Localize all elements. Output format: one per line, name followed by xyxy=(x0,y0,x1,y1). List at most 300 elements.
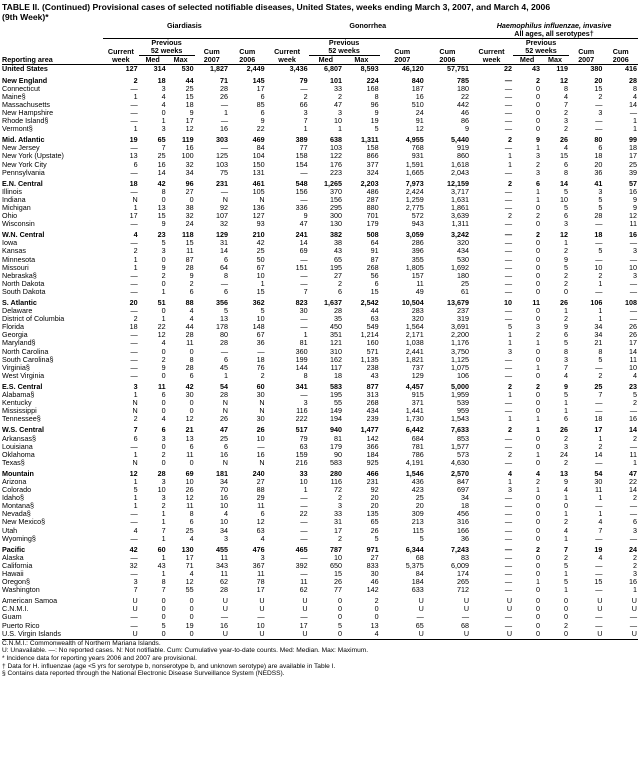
value-cell: 18 xyxy=(629,144,637,153)
table-row xyxy=(2,161,638,169)
value-cell: 3 xyxy=(133,382,138,391)
value-cell: 0 xyxy=(536,347,541,356)
header-cum: Cum xyxy=(394,47,411,56)
value-cell: 17 xyxy=(299,621,308,630)
value-cell: 2 xyxy=(563,125,568,134)
reporting-area-cell: Idaho§ xyxy=(2,494,24,503)
value-cell: 65 xyxy=(415,621,424,630)
value-cell: 14 xyxy=(299,239,308,248)
value-cell: 0 xyxy=(161,371,166,380)
value-cell: 195 xyxy=(330,391,343,400)
value-cell: 127 xyxy=(125,64,138,74)
value-cell: 26 xyxy=(629,331,637,340)
value-cell: 0 xyxy=(536,203,541,212)
value-cell: 4 xyxy=(189,570,194,578)
value-cell: 2 xyxy=(633,399,637,408)
value-cell: 4,191 xyxy=(405,458,424,467)
value-cell: 1 xyxy=(536,144,541,153)
value-cell: 6 xyxy=(224,442,228,451)
value-cell: 2 xyxy=(598,371,603,380)
value-cell: N xyxy=(259,458,265,467)
value-cell: 49 xyxy=(415,287,424,296)
value-cell: 11 xyxy=(186,450,194,459)
value-cell: — xyxy=(300,391,308,400)
value-cell: 18 xyxy=(594,152,603,161)
reporting-area-cell: New England xyxy=(2,76,48,85)
value-cell: — xyxy=(504,307,513,316)
value-cell: 240 xyxy=(252,469,265,478)
table-row xyxy=(2,196,638,204)
value-cell: 1,692 xyxy=(451,263,470,272)
value-cell: 701 xyxy=(366,212,379,221)
value-cell: 343 xyxy=(216,561,228,570)
value-cell: 18 xyxy=(334,371,343,380)
value-cell: 28 xyxy=(220,339,228,348)
reporting-area-cell: Hawaii xyxy=(2,570,24,578)
value-cell: 17 xyxy=(629,339,637,348)
value-cell: 71 xyxy=(185,561,194,570)
value-cell: 0 xyxy=(338,605,343,614)
value-cell: 34 xyxy=(220,526,228,535)
value-cell: 54 xyxy=(220,382,228,391)
value-cell: — xyxy=(130,570,138,578)
value-cell: 0 xyxy=(161,442,166,451)
value-cell: 5 xyxy=(374,534,379,543)
value-cell: 915 xyxy=(411,391,424,400)
value-cell: 1 xyxy=(563,307,568,316)
value-cell: 24 xyxy=(559,450,568,459)
value-cell: 1 xyxy=(303,125,308,134)
value-cell: — xyxy=(300,613,308,622)
value-cell: — xyxy=(595,621,603,630)
value-cell: 26 xyxy=(220,92,228,101)
value-cell: 42 xyxy=(256,239,265,248)
reporting-area-cell: Alabama§ xyxy=(2,391,35,400)
value-cell: 105 xyxy=(252,187,265,196)
value-cell: 0 xyxy=(189,399,194,408)
value-cell: 30 xyxy=(299,307,308,316)
value-cell: 156 xyxy=(295,187,308,196)
value-cell: — xyxy=(130,307,138,316)
value-cell: 22 xyxy=(256,125,265,134)
value-cell: 117 xyxy=(330,363,343,372)
value-cell: 42 xyxy=(185,382,194,391)
value-cell: 2 xyxy=(536,212,541,221)
value-cell: 0 xyxy=(536,629,541,638)
value-cell: 6 xyxy=(598,144,603,153)
value-cell: U xyxy=(463,605,470,614)
value-cell: 148 xyxy=(252,323,265,332)
value-cell: 1,591 xyxy=(405,160,424,169)
header-current: Current xyxy=(478,47,505,56)
value-cell: 320 xyxy=(411,315,424,324)
value-cell: 2 xyxy=(374,597,379,606)
value-cell: 62 xyxy=(299,586,308,595)
reporting-area-cell: Montana§ xyxy=(2,502,34,511)
value-cell: 3 xyxy=(633,247,637,256)
value-cell: 9 xyxy=(563,323,568,332)
reporting-area-cell: S. Atlantic xyxy=(2,299,37,307)
value-cell: 0 xyxy=(536,100,541,109)
value-cell: 442 xyxy=(457,100,470,109)
value-cell: — xyxy=(504,458,513,467)
reporting-area-cell: Iowa xyxy=(2,239,18,248)
table-row xyxy=(2,93,638,101)
value-cell: 26 xyxy=(370,526,379,535)
value-cell: — xyxy=(595,100,603,109)
value-cell: 5 xyxy=(598,247,603,256)
reporting-area-cell: Mississippi xyxy=(2,407,37,416)
value-cell: 20 xyxy=(129,299,138,307)
value-cell: 11 xyxy=(257,502,265,511)
value-cell: — xyxy=(629,279,637,288)
value-cell: 17 xyxy=(594,426,603,435)
value-cell: 10 xyxy=(594,263,603,272)
value-cell: 87 xyxy=(370,255,379,264)
table-row xyxy=(2,451,638,459)
value-cell: — xyxy=(130,621,138,630)
value-cell: — xyxy=(300,553,308,562)
value-cell: 0 xyxy=(563,605,568,614)
value-cell: 971 xyxy=(366,545,379,554)
region-row xyxy=(2,136,638,144)
value-cell: 1 xyxy=(508,477,513,486)
value-cell: 85 xyxy=(256,100,265,109)
value-cell: — xyxy=(130,108,138,117)
value-cell: 91 xyxy=(415,117,424,126)
value-cell: 3 xyxy=(633,526,637,535)
value-cell: 72 xyxy=(334,486,343,495)
value-cell: 0 xyxy=(189,613,194,622)
value-cell: 5,375 xyxy=(405,561,424,570)
value-cell: 18 xyxy=(185,100,194,109)
value-cell: 2 xyxy=(536,331,541,340)
header-2007: 2007 xyxy=(195,56,229,65)
reporting-area-cell: Rhode Island§ xyxy=(2,117,49,126)
value-cell: 1,631 xyxy=(451,195,470,204)
value-cell: 9 xyxy=(189,108,194,117)
value-cell: 24 xyxy=(185,220,194,229)
value-cell: 44 xyxy=(370,307,379,316)
value-cell: 860 xyxy=(457,152,470,161)
value-cell: 1 xyxy=(338,125,343,134)
value-cell: — xyxy=(130,442,138,451)
value-cell: 216 xyxy=(295,458,308,467)
reporting-area-cell: New Mexico§ xyxy=(2,518,46,527)
value-cell: 0 xyxy=(536,442,541,451)
value-cell: 366 xyxy=(366,442,379,451)
value-cell: 3 xyxy=(508,347,513,356)
value-cell: 1,577 xyxy=(451,442,470,451)
value-cell: 88 xyxy=(185,299,194,307)
table-row xyxy=(2,364,638,372)
value-cell: 1 xyxy=(536,578,541,587)
value-cell: 0 xyxy=(189,458,194,467)
value-cell: — xyxy=(504,534,513,543)
value-cell: — xyxy=(257,347,265,356)
table-row xyxy=(2,510,638,518)
value-cell: 10 xyxy=(256,621,265,630)
value-cell: 25 xyxy=(185,84,194,93)
value-cell: U xyxy=(597,597,603,606)
value-cell: — xyxy=(300,84,308,93)
value-cell: 210 xyxy=(252,231,265,240)
value-cell: 96 xyxy=(370,100,379,109)
reporting-area-cell: C.N.M.I. xyxy=(2,605,29,614)
value-cell: 81 xyxy=(334,434,343,443)
value-cell: 2 xyxy=(338,279,343,288)
value-cell: 5 xyxy=(419,534,424,543)
table-row xyxy=(2,478,638,486)
value-cell: 26 xyxy=(256,426,265,435)
value-cell: 9 xyxy=(536,136,541,145)
value-cell: 6 xyxy=(536,179,541,188)
value-cell: 0 xyxy=(536,355,541,364)
value-cell: 174 xyxy=(457,570,470,578)
value-cell: 70 xyxy=(220,486,228,495)
value-cell: 9 xyxy=(161,263,166,272)
value-cell: 19 xyxy=(370,117,379,126)
header-52weeks: 52 weeks xyxy=(513,47,569,56)
value-cell: 1 xyxy=(133,125,138,134)
value-cell: 83 xyxy=(461,553,470,562)
value-cell: 5 xyxy=(633,391,637,400)
value-cell: 1,441 xyxy=(405,407,424,416)
value-cell: 367 xyxy=(252,561,265,570)
value-cell: 0 xyxy=(536,92,541,101)
value-cell: — xyxy=(595,255,603,264)
table-body xyxy=(2,65,638,638)
value-cell: 7,633 xyxy=(451,426,470,435)
reporting-area-cell: New Hampshire xyxy=(2,108,54,117)
value-cell: U xyxy=(506,605,513,614)
value-cell: 10 xyxy=(504,299,513,307)
value-cell: — xyxy=(416,613,424,622)
header-giardiasis: Giardiasis xyxy=(166,22,202,30)
value-cell: — xyxy=(130,510,138,519)
value-cell: 57,751 xyxy=(447,64,470,74)
value-cell: 36 xyxy=(256,339,265,348)
value-cell: — xyxy=(300,534,308,543)
value-cell: — xyxy=(130,220,138,229)
value-cell: 1 xyxy=(633,586,637,595)
header-med: Med xyxy=(309,56,343,65)
value-cell: 178 xyxy=(216,323,228,332)
value-cell: 11 xyxy=(416,279,424,288)
reporting-area-cell: Florida xyxy=(2,323,24,332)
value-cell: 3 xyxy=(161,477,166,486)
reporting-area-cell: Pennsylvania xyxy=(2,168,45,177)
value-cell: N xyxy=(259,407,265,416)
value-cell: 11 xyxy=(594,486,603,495)
value-cell: 0 xyxy=(536,518,541,527)
value-cell: 3 xyxy=(338,502,343,511)
value-cell: U xyxy=(463,597,470,606)
value-cell: 9 xyxy=(633,203,637,212)
value-cell: 1 xyxy=(563,586,568,595)
value-cell: 0 xyxy=(338,629,343,638)
value-cell: 2 xyxy=(563,518,568,527)
value-cell: 121 xyxy=(330,339,343,348)
value-cell: 931 xyxy=(411,152,424,161)
value-cell: 0 xyxy=(536,621,541,630)
reporting-area-cell: Illinois xyxy=(2,187,22,196)
value-cell: 92 xyxy=(220,203,228,212)
value-cell: 840 xyxy=(411,76,424,85)
value-cell: — xyxy=(220,117,228,126)
table-row xyxy=(2,212,638,220)
value-cell: 1 xyxy=(508,415,513,424)
value-cell: — xyxy=(629,442,637,451)
value-cell: 0 xyxy=(161,307,166,316)
value-cell: 3,059 xyxy=(405,231,424,240)
value-cell: 160 xyxy=(366,339,379,348)
value-cell: — xyxy=(595,458,603,467)
value-cell: — xyxy=(629,239,637,248)
value-cell: 6,009 xyxy=(451,561,470,570)
footnote: C.N.M.I.: Commonwealth of Northern Mariana Islands. xyxy=(2,639,161,647)
value-cell: 184 xyxy=(366,450,379,459)
value-cell: — xyxy=(504,613,513,622)
value-cell: 2 xyxy=(133,315,138,324)
value-cell: 5 xyxy=(224,307,228,316)
value-cell: — xyxy=(300,570,308,578)
reporting-area-cell: U.S. Virgin Islands xyxy=(2,629,61,638)
value-cell: — xyxy=(504,220,513,229)
table-row xyxy=(2,415,638,423)
value-cell: — xyxy=(595,363,603,372)
value-cell: 1 xyxy=(563,494,568,503)
value-cell: 0 xyxy=(536,570,541,578)
value-cell: U xyxy=(259,629,265,638)
value-cell: 4 xyxy=(508,469,513,478)
value-cell: 108 xyxy=(625,299,637,307)
value-cell: 436 xyxy=(411,477,424,486)
value-cell: 237 xyxy=(457,307,470,316)
value-cell: U xyxy=(222,605,228,614)
value-cell: 1 xyxy=(536,486,541,495)
value-cell: 241 xyxy=(295,231,308,240)
value-cell: 0 xyxy=(536,494,541,503)
value-cell: 1 xyxy=(536,363,541,372)
value-cell: — xyxy=(504,363,513,372)
value-cell: 360 xyxy=(295,347,308,356)
value-cell: 158 xyxy=(295,152,308,161)
value-cell: N xyxy=(132,407,138,416)
value-cell: 2 xyxy=(563,247,568,256)
value-cell: 4 xyxy=(563,92,568,101)
value-cell: 0 xyxy=(338,597,343,606)
reporting-area-cell: Oklahoma xyxy=(2,450,35,459)
value-cell: 3 xyxy=(161,247,166,256)
value-cell: 8 xyxy=(161,578,166,587)
value-cell: 25 xyxy=(594,382,603,391)
value-cell: 43 xyxy=(334,247,343,256)
value-cell: 176 xyxy=(330,160,343,169)
value-cell: 1,125 xyxy=(451,355,470,364)
value-cell: 22 xyxy=(461,92,470,101)
value-cell: 0 xyxy=(536,220,541,229)
value-cell: 20 xyxy=(370,502,379,511)
value-cell: 377 xyxy=(366,160,379,169)
value-cell: 12 xyxy=(185,125,194,134)
value-cell: 18 xyxy=(594,231,603,240)
value-cell: 0 xyxy=(536,399,541,408)
value-cell: — xyxy=(504,371,513,380)
value-cell: 572 xyxy=(411,212,424,221)
value-cell: 1 xyxy=(536,450,541,459)
value-cell: 23 xyxy=(157,231,166,240)
value-cell: 80 xyxy=(220,331,228,340)
value-cell: — xyxy=(130,168,138,177)
value-cell: 7 xyxy=(303,287,308,296)
value-cell: 35 xyxy=(334,315,343,324)
value-cell: 4 xyxy=(189,534,194,543)
value-cell: 16 xyxy=(415,92,424,101)
value-cell: 88 xyxy=(256,486,265,495)
value-cell: 13 xyxy=(129,152,138,161)
value-cell: 12 xyxy=(185,494,194,503)
value-cell: 17 xyxy=(185,117,194,126)
value-cell: 10 xyxy=(256,434,265,443)
value-cell: 103 xyxy=(216,160,228,169)
value-cell: 341 xyxy=(295,382,308,391)
value-cell: — xyxy=(504,315,513,324)
value-cell: 0 xyxy=(161,597,166,606)
value-cell: — xyxy=(504,203,513,212)
value-cell: 10,504 xyxy=(401,299,424,307)
value-cell: 1,176 xyxy=(451,339,470,348)
value-cell: 7 xyxy=(161,526,166,535)
value-cell: — xyxy=(504,255,513,264)
value-cell: 3 xyxy=(338,108,343,117)
value-cell: 1,564 xyxy=(405,323,424,332)
value-cell: 142 xyxy=(366,434,379,443)
value-cell: 24 xyxy=(415,108,424,117)
table-row xyxy=(2,605,638,613)
value-cell: 3 xyxy=(633,570,637,578)
value-cell: 76 xyxy=(256,363,265,372)
value-cell: 63 xyxy=(370,315,379,324)
value-cell: 66 xyxy=(299,100,308,109)
value-cell: 39 xyxy=(629,168,637,177)
value-cell: 0 xyxy=(536,108,541,117)
table-row xyxy=(2,101,638,109)
reporting-area-cell: Ohio xyxy=(2,212,18,221)
value-cell: 320 xyxy=(457,239,470,248)
value-cell: U xyxy=(302,629,308,638)
value-cell: 13 xyxy=(370,621,379,630)
table-row xyxy=(2,307,638,315)
value-cell: U xyxy=(132,597,138,606)
value-cell: 0 xyxy=(536,605,541,614)
value-cell: 122 xyxy=(330,152,343,161)
value-cell: 5 xyxy=(161,239,166,248)
header-hflu xyxy=(470,22,638,30)
value-cell: 15 xyxy=(256,287,265,296)
value-cell: 6 xyxy=(189,442,194,451)
header-cum: Cum xyxy=(578,47,595,56)
value-cell: 4 xyxy=(161,415,166,424)
value-cell: 62 xyxy=(220,578,228,587)
reporting-area-cell: Utah xyxy=(2,526,18,535)
value-cell: 3,750 xyxy=(451,347,470,356)
reporting-area-cell: Arkansas§ xyxy=(2,434,36,443)
value-cell: 1,805 xyxy=(405,263,424,272)
value-cell: 13 xyxy=(559,469,568,478)
value-cell: 1,861 xyxy=(451,203,470,212)
value-cell: — xyxy=(504,263,513,272)
